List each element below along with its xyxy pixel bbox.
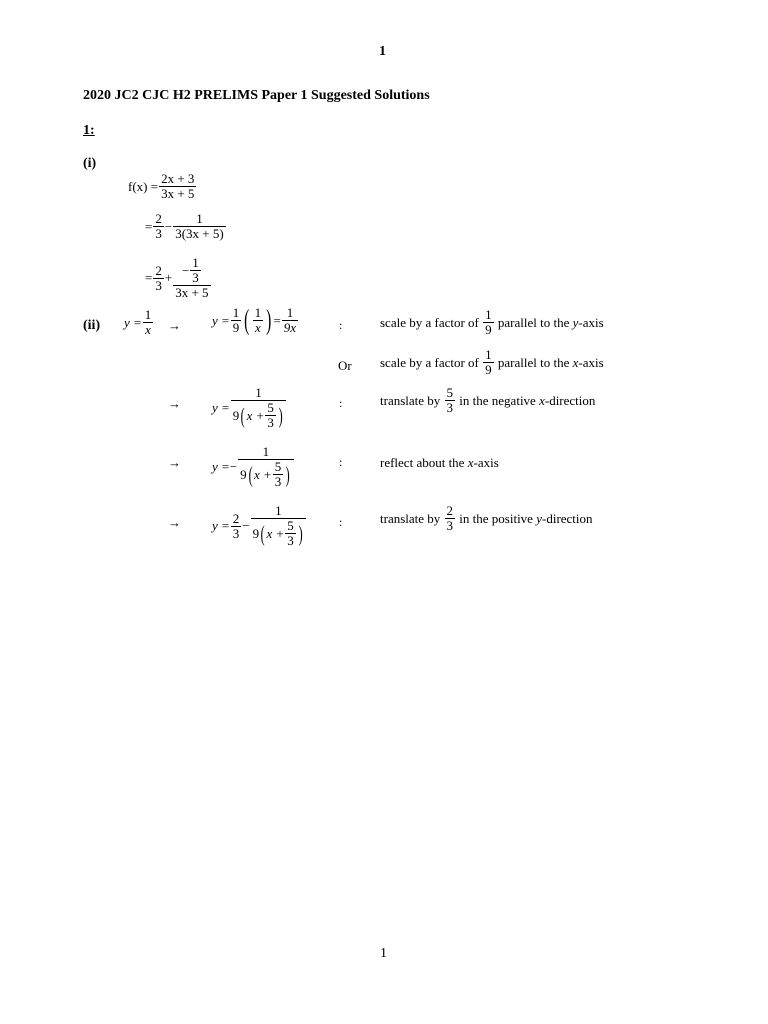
- arrow-icon: →: [168, 396, 181, 411]
- arrow-icon: →: [168, 515, 181, 530]
- fraction: $\frac{5}{3}$: [267, 400, 274, 430]
- fraction: $\frac{1}{9}$: [485, 347, 492, 377]
- fraction: $\frac{1}{9}$: [485, 307, 492, 337]
- step-4-description: translate by $\frac{2}{3}$ in the positive y -direction: [380, 503, 593, 533]
- fraction: $\frac{2}{3}$: [155, 262, 162, 293]
- part-i-label: (i): [83, 156, 97, 171]
- fraction: $\frac{1}{3(3x + 5)}$: [175, 211, 224, 241]
- fraction: $\frac{1}{9}$: [232, 305, 240, 335]
- colon: :: [339, 515, 343, 529]
- step-1-equation: y = $\frac{1}{9}$ ( $\frac{1}{x}$ ) = $\frac{1}{9x}$: [212, 304, 297, 336]
- fraction: − $\frac{1}{3}$ 3x + 5: [175, 255, 209, 300]
- part-i-line-1: [128, 172, 197, 201]
- colon: :: [339, 396, 343, 410]
- document-title: 2020 JC2 CJC H2 PRELIMS Paper 1 Suggested Solutions: [83, 88, 430, 103]
- header-page-number: 1: [379, 44, 386, 59]
- fraction: $\frac{2}{3}$: [155, 211, 162, 241]
- step-1-description: scale by a factor of $\frac{1}{9}$ parallel to the y -axis: [380, 307, 604, 337]
- fraction: 1 9 ( x + $\frac{5}{3}$ ): [231, 386, 286, 430]
- step-2-description: translate by $\frac{5}{3}$ in the negative x -direction: [380, 385, 596, 415]
- arrow-icon: →: [168, 318, 181, 333]
- step-4-equation: y = $\frac{2}{3}$ − 1 9 ( x + $\frac{5}{3}$ ): [212, 504, 307, 548]
- fraction: $\frac{2}{3}$: [232, 510, 240, 541]
- alt-description: scale by a factor of $\frac{1}{9}$ parallel to the x -axis: [380, 347, 604, 377]
- base-function: y = $\frac{1}{x}$: [124, 307, 152, 337]
- fraction: $\frac{1}{3}$: [192, 255, 199, 285]
- fraction: 1 9 ( x + $\frac{5}{3}$ ): [238, 445, 293, 489]
- fraction: $\frac{1}{9x}$: [283, 305, 297, 335]
- step-3-description: reflect about the x-axis: [380, 455, 499, 470]
- step-2-equation: y = 1 9 ( x + $\frac{5}{3}$ ): [212, 386, 287, 430]
- colon: :: [339, 455, 343, 469]
- part-i-line-3: = $\frac{2}{3}$ + − $\frac{1}{3}$ 3x + 5: [145, 255, 209, 300]
- part-i-line-2: = $\frac{2}{3}$ − $\frac{1}{3(3x + 5)}$: [145, 211, 224, 241]
- fraction: 1 9 ( x + $\frac{5}{3}$ ): [251, 504, 306, 548]
- question-label: 1:: [83, 123, 95, 138]
- fraction: $\frac{5}{3}$: [274, 459, 282, 489]
- fraction: $\frac{2x + 3}{3x + 5}$: [161, 171, 195, 201]
- colon: :: [339, 318, 343, 332]
- step-3-equation: y = − 1 9 ( x + $\frac{5}{3}$ ): [212, 445, 295, 489]
- fraction: $\frac{2}{3}$: [446, 503, 454, 533]
- arrow-icon: →: [168, 455, 181, 470]
- fraction: $\frac{5}{3}$: [287, 518, 294, 548]
- footer-page-number: 1: [380, 946, 387, 961]
- or-label: Or: [338, 358, 352, 373]
- fraction: $\frac{5}{3}$: [446, 385, 454, 415]
- fraction: $\frac{1}{x}$: [254, 305, 262, 335]
- part-ii-label: (ii): [83, 318, 101, 333]
- fx-label: f(x) =: [128, 178, 159, 194]
- fraction: $\frac{1}{x}$: [144, 307, 152, 337]
